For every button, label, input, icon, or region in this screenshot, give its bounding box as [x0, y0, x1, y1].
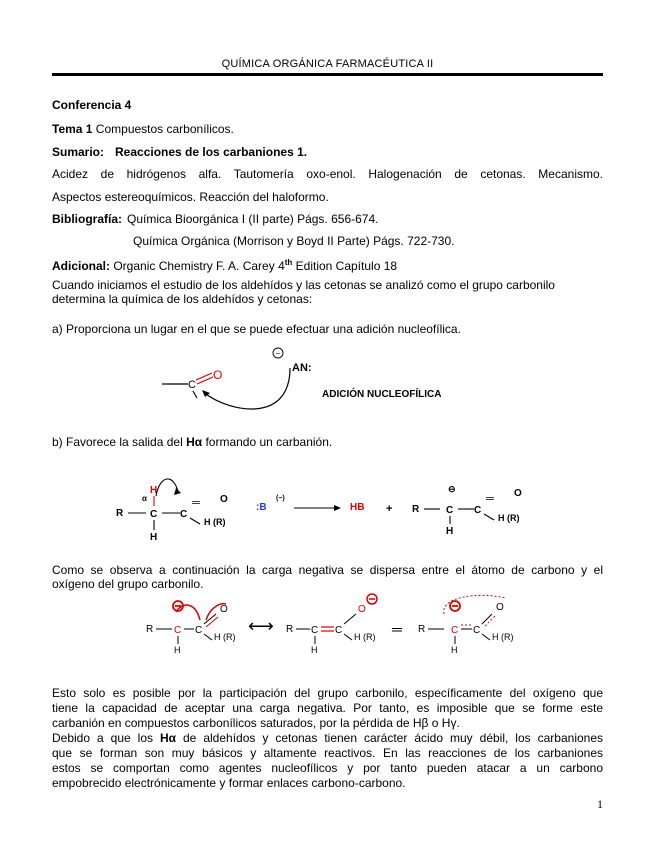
- para2-line1-before: Debido a que los: [52, 731, 160, 745]
- fig3-o2: O: [358, 604, 366, 615]
- fig3-co-bond1b: [206, 617, 218, 627]
- fig3-c1: C: [174, 625, 182, 636]
- fig3-c3b: C: [473, 625, 481, 636]
- figure-carbanion-formation: [108, 458, 553, 542]
- adicional-text-before: Organic Chemistry F. A. Carey 4: [110, 259, 285, 273]
- fig2-plus: +: [386, 503, 393, 515]
- adicional-line: [52, 255, 397, 274]
- fig2-double-bond-product: ═: [486, 493, 494, 505]
- fig3-hr1: H (R): [214, 632, 236, 642]
- para2-line1: [52, 731, 603, 746]
- fig3-o1: O: [220, 604, 228, 615]
- item-b-before: b) Favorece la salida del: [52, 435, 187, 449]
- fig2-o: O: [220, 494, 228, 505]
- fig2-h-alpha: H: [150, 485, 158, 496]
- para2-line4: empobrecido electrónicamente y formar enlaces carbono-carbono.: [52, 776, 406, 790]
- fig1-oxygen: O: [213, 368, 223, 382]
- fig3-c2b: C: [335, 625, 343, 636]
- para2-line1-bold: Hα: [159, 731, 177, 745]
- fig3-h3: H: [451, 645, 458, 655]
- fig2-c1: C: [150, 509, 158, 520]
- fig3-c1b: C: [195, 625, 203, 636]
- fig3-bond-hr2: [344, 634, 352, 640]
- fig2-double-bond: ═: [192, 497, 200, 509]
- fig2-h-product: H: [446, 526, 454, 537]
- fig2-alpha: α: [142, 494, 147, 503]
- fig3-h1: H: [174, 645, 181, 655]
- intro-line2: determina la química de los aldehídos y cetonas:: [52, 292, 313, 306]
- figure-resonance-structures: [140, 590, 520, 660]
- fig3-bond-hr1: [204, 634, 212, 640]
- fig2-hr: H (R): [204, 517, 226, 527]
- page-number: 1: [597, 797, 603, 811]
- fig2-bond-product-hr: [484, 514, 494, 520]
- adicional-label: Adicional:: [52, 259, 111, 273]
- fig3-co-bond3: [482, 614, 492, 624]
- fig3-o3: O: [496, 602, 504, 613]
- sumario-text-line2: Aspectos estereoquímicos. Reacción del haloformo.: [52, 190, 329, 204]
- page-header: QUÍMICA ORGÁNICA FARMACÉUTICA II: [221, 58, 434, 70]
- para2-line3: estos se comportan como agentes nucleofílicos y por tanto pueden atacar a un carbono: [52, 761, 603, 775]
- fig3-hr2: H (R): [354, 632, 376, 642]
- fig2-base-charge: (−): [276, 495, 285, 502]
- fig3-hr3: H (R): [492, 632, 514, 642]
- resonance-text-line1: Como se observa a continuación la carga negativa se dispersa entre el átomo de carbono y el: [52, 563, 603, 577]
- fig2-r: R: [116, 508, 124, 519]
- para2-line1-after: de aldehídos y cetonas tienen carácter ácido muy débil, los carbaniones: [176, 731, 604, 745]
- bibliografia-label: Bibliografía:: [52, 212, 123, 226]
- fig2-c2: C: [180, 509, 188, 520]
- item-b-line: [52, 434, 332, 450]
- item-b-bold: Hα: [186, 435, 203, 449]
- fig2-r-product: R: [412, 504, 420, 515]
- paragraph-2: [52, 731, 603, 791]
- adicional-text-after: Edition Capítulo 18: [292, 259, 398, 273]
- fig2-product-charge: ⊖: [448, 484, 456, 494]
- fig2-hr-product: H (R): [498, 513, 520, 523]
- fig3-c2a: C: [311, 625, 319, 636]
- para2-line2: que se forman son muy básicos y altamente reactivos. En las reacciones de los carbaniones: [52, 746, 603, 760]
- fig2-bond-hr: [190, 518, 200, 524]
- resonance-text-line2: oxígeno del grupo carbonilo.: [52, 577, 204, 591]
- fig3-r2: R: [286, 624, 294, 635]
- fig2-reaction-arrowhead: [334, 505, 341, 511]
- tema-label: Tema 1: [52, 122, 93, 136]
- fig3-partial-co: [485, 616, 495, 626]
- fig2-h-down: H: [150, 532, 158, 542]
- para1-line1: Esto solo es posible por la participación del grupo carbonilo, específicamente del oxígeno que: [52, 686, 603, 700]
- bibliografia-ref1: Química Bioorgánica I (II parte) Págs. 656-674.: [127, 212, 379, 226]
- conferencia-title: Conferencia 4: [52, 98, 132, 112]
- resonance-structure-1: [146, 601, 236, 655]
- sumario-text-line1: Acidez de hidrógenos alfa. Tautomería oxo-enol. Halogenación de cetonas. Mecanismo.: [52, 167, 603, 181]
- tema-line: [52, 121, 234, 137]
- item-b-after: formando un carbanión.: [202, 435, 333, 449]
- paragraph-1: [52, 686, 603, 731]
- fig1-caption: ADICIÓN NUCLEOFÍLICA: [322, 389, 442, 400]
- fig3-co-bond2: [344, 614, 356, 624]
- fig3-r3: R: [418, 624, 426, 635]
- fig3-resonance-arrow: ⟷: [248, 616, 274, 636]
- fig3-r1: R: [146, 624, 154, 635]
- fig2-o-product: O: [514, 488, 522, 499]
- tema-text: Compuestos carbonílicos.: [92, 122, 234, 136]
- fig1-nucleophile: AN:: [292, 362, 312, 374]
- fig2-c2-product: C: [474, 505, 482, 516]
- para1-line2: tiene la capacidad de aceptar una carga negativa. Por tanto, es imposible que se forme este: [52, 701, 603, 715]
- figure-nucleophilic-addition: [150, 344, 490, 422]
- fig3-equiv: ═: [392, 621, 402, 637]
- fig2-hb: HB: [350, 502, 365, 513]
- fig2-base: :B: [256, 502, 267, 513]
- fig1-carbon: C: [188, 379, 196, 391]
- bibliografia-line1: [52, 211, 378, 227]
- sumario-line: [52, 144, 307, 160]
- fig1-minus: −: [275, 349, 281, 358]
- sumario-label: Sumario:: [52, 145, 105, 159]
- bibliografia-ref2: Química Orgánica (Morrison y Boyd II Parte) Págs. 722-730.: [133, 234, 455, 248]
- fig3-h2: H: [311, 645, 318, 655]
- resonance-structure-2: [286, 594, 377, 655]
- intro-line1: Cuando iniciamos el estudio de los aldehídos y las cetonas se analizó como el grupo carbonilo: [52, 278, 555, 292]
- fig3-c3: C: [451, 625, 459, 636]
- sumario-title: Reacciones de los carbaniones 1.: [115, 145, 308, 159]
- para1-line3: carbanión en compuestos carbonílicos saturados, por la pérdida de Hβ o Hγ.: [52, 716, 460, 730]
- resonance-hybrid: [418, 595, 514, 655]
- adicional-sup: th: [284, 258, 293, 267]
- header-rule: [52, 73, 603, 76]
- fig3-arrow1a: [176, 605, 200, 620]
- figure1-background: [165, 344, 485, 422]
- fig3-bond-hr3: [482, 634, 490, 640]
- item-a-text: a) Proporciona un lugar en el que se puede efectuar una adición nucleofílica.: [52, 322, 461, 336]
- fig2-c-product: C: [446, 505, 454, 516]
